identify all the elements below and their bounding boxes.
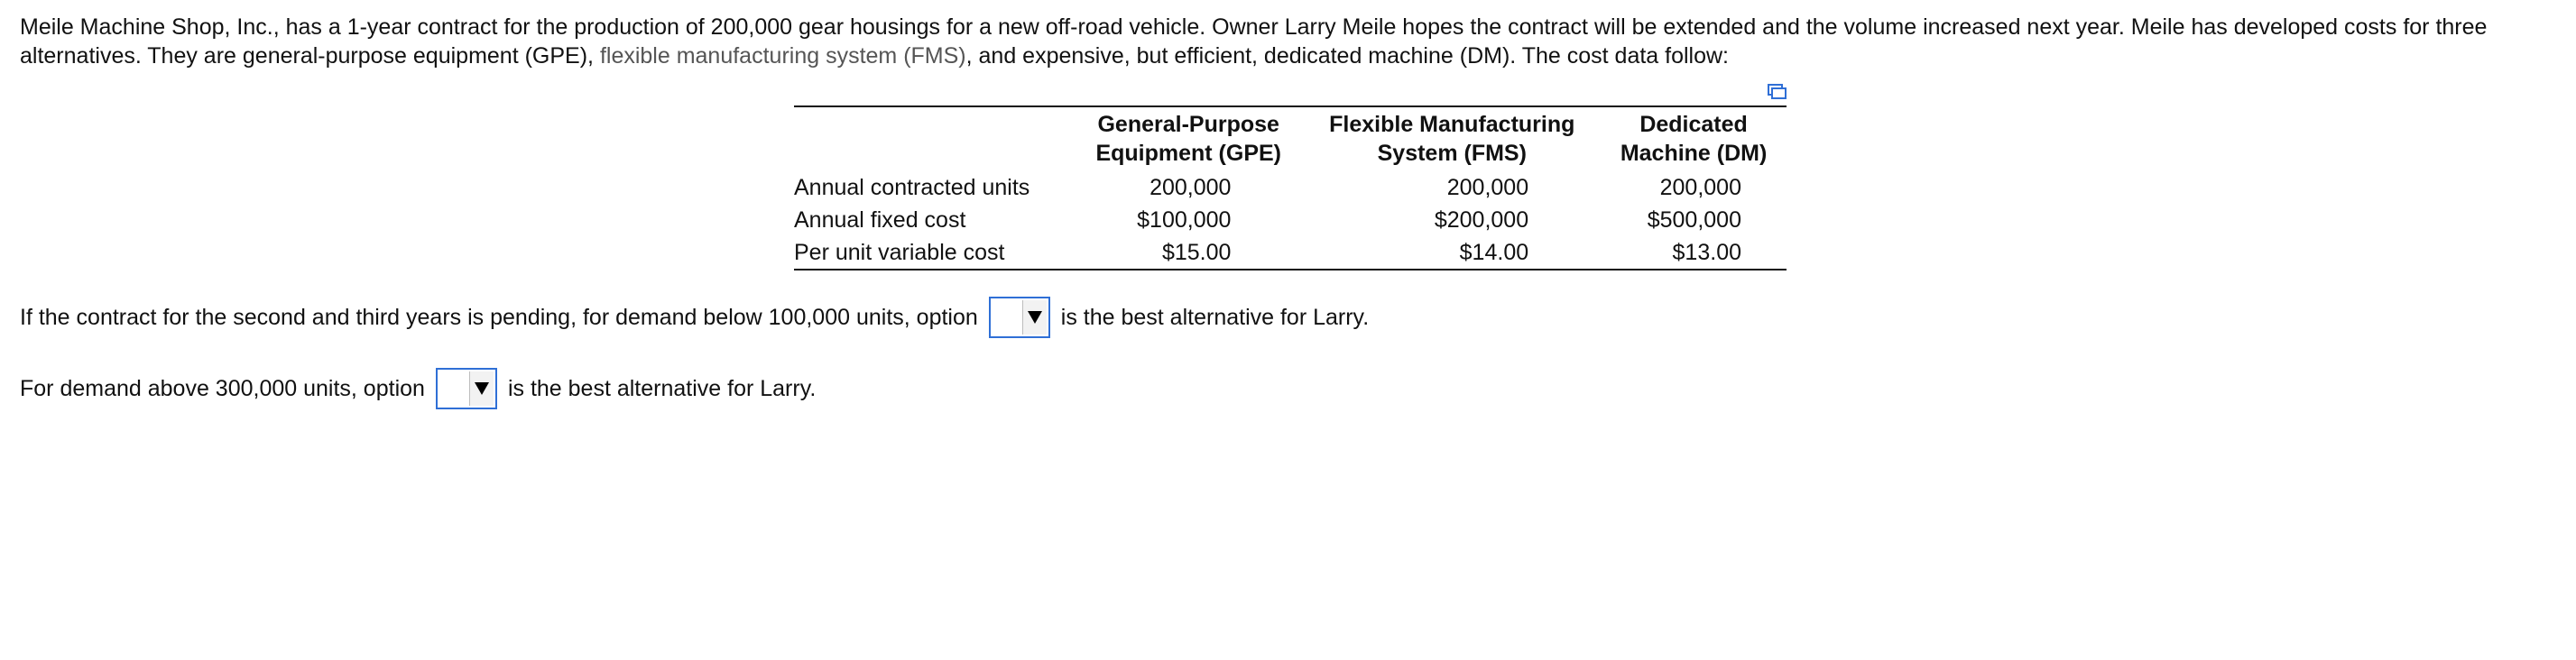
header-fms: [1303, 106, 1601, 171]
table-row: [794, 171, 1787, 204]
header-fms-line2: System (FMS): [1377, 141, 1527, 166]
cell-fms: $200,000: [1434, 207, 1529, 233]
triangle-down-icon: [1022, 300, 1047, 335]
row-label: Annual fixed cost: [794, 207, 966, 233]
intro-text-part2: , and expensive, but efficient, dedicated machine (DM). The cost data follow:: [965, 43, 1729, 69]
table-row: [794, 236, 1787, 270]
header-gpe-line2: Equipment (GPE): [1095, 141, 1281, 166]
cell-fms: 200,000: [1446, 175, 1529, 200]
cell-dm: $13.00: [1672, 240, 1741, 265]
cell-fms: $14.00: [1459, 240, 1529, 265]
header-gpe-line1: General-Purpose: [1097, 112, 1279, 137]
header-dm-line1: Dedicated: [1639, 112, 1748, 137]
cell-gpe: $15.00: [1161, 240, 1232, 265]
table-row: [794, 204, 1787, 236]
cell-dm: $500,000: [1647, 207, 1741, 233]
fms-term: flexible manufacturing system (FMS): [599, 43, 966, 69]
question-low-demand: [20, 297, 1369, 338]
header-empty: [794, 106, 1074, 171]
problem-statement: [20, 13, 2555, 70]
row-label: Per unit variable cost: [794, 240, 1005, 265]
low-demand-option-dropdown[interactable]: [989, 297, 1050, 338]
copy-icon[interactable]: [1766, 80, 1787, 102]
header-fms-line1: Flexible Manufacturing: [1329, 112, 1575, 137]
question-low-demand-text: If the contract for the second and third years is pending, for demand below 100,000 units, option: [20, 305, 978, 330]
question-high-demand-text: For demand above 300,000 units, option: [20, 376, 425, 401]
header-dm-line2: Machine (DM): [1620, 141, 1768, 166]
question-high-demand: [20, 368, 816, 409]
intro-text-part1: Meile Machine Shop, Inc., has a 1-year contract for the production of 200,000 gear housings for a new off-road vehicle. Owner Larry Meile hopes the contract will be extended and the volume increased next year. Meile has developed costs for three alternatives. They are general-purpose equipment (GPE),: [20, 14, 2488, 69]
cost-data-table: [794, 105, 1787, 270]
header-gpe: [1074, 106, 1303, 171]
header-dm: [1601, 106, 1787, 171]
high-demand-option-dropdown[interactable]: [436, 368, 497, 409]
question-high-demand-suffix: is the best alternative for Larry.: [507, 376, 817, 401]
triangle-down-icon: [469, 371, 494, 406]
cell-gpe: $100,000: [1137, 207, 1232, 233]
cell-gpe: 200,000: [1150, 175, 1232, 200]
cell-dm: 200,000: [1659, 175, 1741, 200]
table-header-row: [794, 106, 1787, 171]
question-low-demand-suffix: is the best alternative for Larry.: [1060, 305, 1370, 330]
row-label: Annual contracted units: [794, 175, 1030, 200]
